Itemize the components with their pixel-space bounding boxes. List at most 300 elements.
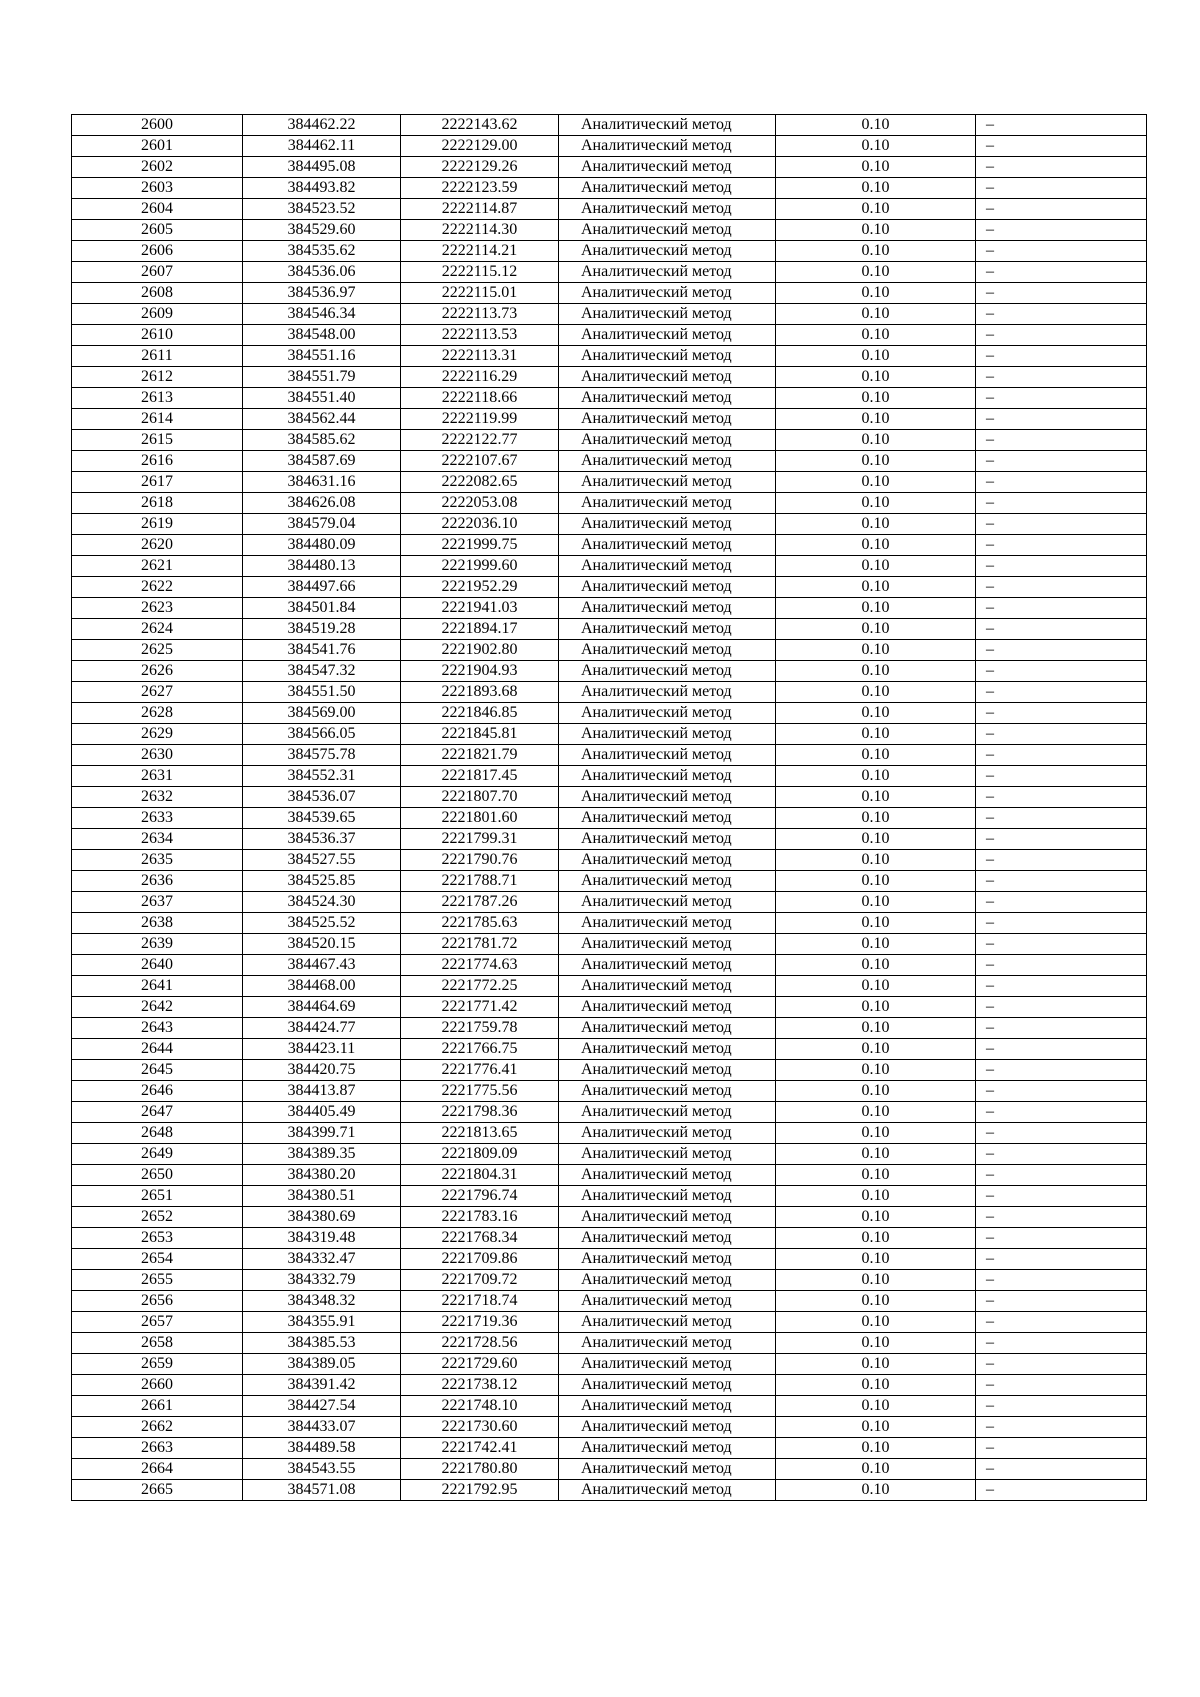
note-cell: – — [976, 703, 1147, 724]
method-cell: Аналитический метод — [559, 1312, 776, 1333]
note-cell: – — [976, 1039, 1147, 1060]
y-coordinate-cell: 2221902.80 — [401, 640, 559, 661]
y-coordinate-cell: 2221846.85 — [401, 703, 559, 724]
note-cell: – — [976, 472, 1147, 493]
x-coordinate-cell: 384348.32 — [243, 1291, 401, 1312]
x-coordinate-cell: 384480.13 — [243, 556, 401, 577]
table-row — [72, 829, 1147, 850]
note-cell: – — [976, 409, 1147, 430]
y-coordinate-cell: 2222082.65 — [401, 472, 559, 493]
point-number-cell: 2648 — [72, 1123, 243, 1144]
y-coordinate-cell: 2221780.80 — [401, 1459, 559, 1480]
method-cell: Аналитический метод — [559, 724, 776, 745]
note-cell: – — [976, 556, 1147, 577]
point-number-cell: 2615 — [72, 430, 243, 451]
table-row — [72, 913, 1147, 934]
coordinates-table-body — [72, 115, 1147, 1501]
note-cell: – — [976, 1270, 1147, 1291]
accuracy-cell: 0.10 — [776, 346, 976, 367]
note-cell: – — [976, 241, 1147, 262]
y-coordinate-cell: 2221781.72 — [401, 934, 559, 955]
accuracy-cell: 0.10 — [776, 1039, 976, 1060]
accuracy-cell: 0.10 — [776, 241, 976, 262]
method-cell: Аналитический метод — [559, 1081, 776, 1102]
x-coordinate-cell: 384547.32 — [243, 661, 401, 682]
point-number-cell: 2613 — [72, 388, 243, 409]
method-cell: Аналитический метод — [559, 913, 776, 934]
method-cell: Аналитический метод — [559, 1459, 776, 1480]
table-row — [72, 220, 1147, 241]
table-row — [72, 1228, 1147, 1249]
table-row — [72, 136, 1147, 157]
note-cell: – — [976, 346, 1147, 367]
table-row — [72, 535, 1147, 556]
y-coordinate-cell: 2221748.10 — [401, 1396, 559, 1417]
note-cell: – — [976, 1165, 1147, 1186]
accuracy-cell: 0.10 — [776, 136, 976, 157]
note-cell: – — [976, 1018, 1147, 1039]
x-coordinate-cell: 384525.52 — [243, 913, 401, 934]
x-coordinate-cell: 384543.55 — [243, 1459, 401, 1480]
point-number-cell: 2609 — [72, 304, 243, 325]
x-coordinate-cell: 384389.35 — [243, 1144, 401, 1165]
note-cell: – — [976, 262, 1147, 283]
table-row — [72, 766, 1147, 787]
table-row — [72, 1333, 1147, 1354]
x-coordinate-cell: 384536.97 — [243, 283, 401, 304]
y-coordinate-cell: 2222129.26 — [401, 157, 559, 178]
accuracy-cell: 0.10 — [776, 976, 976, 997]
x-coordinate-cell: 384529.60 — [243, 220, 401, 241]
y-coordinate-cell: 2222129.00 — [401, 136, 559, 157]
method-cell: Аналитический метод — [559, 556, 776, 577]
method-cell: Аналитический метод — [559, 241, 776, 262]
y-coordinate-cell: 2221766.75 — [401, 1039, 559, 1060]
accuracy-cell: 0.10 — [776, 1354, 976, 1375]
accuracy-cell: 0.10 — [776, 283, 976, 304]
note-cell: – — [976, 745, 1147, 766]
method-cell: Аналитический метод — [559, 136, 776, 157]
table-row — [72, 1102, 1147, 1123]
y-coordinate-cell: 2221941.03 — [401, 598, 559, 619]
method-cell: Аналитический метод — [559, 1375, 776, 1396]
method-cell: Аналитический метод — [559, 430, 776, 451]
note-cell: – — [976, 913, 1147, 934]
y-coordinate-cell: 2222122.77 — [401, 430, 559, 451]
method-cell: Аналитический метод — [559, 661, 776, 682]
table-row — [72, 178, 1147, 199]
method-cell: Аналитический метод — [559, 787, 776, 808]
note-cell: – — [976, 115, 1147, 136]
note-cell: – — [976, 451, 1147, 472]
y-coordinate-cell: 2221809.09 — [401, 1144, 559, 1165]
x-coordinate-cell: 384551.16 — [243, 346, 401, 367]
x-coordinate-cell: 384548.00 — [243, 325, 401, 346]
table-row — [72, 451, 1147, 472]
y-coordinate-cell: 2221788.71 — [401, 871, 559, 892]
method-cell: Аналитический метод — [559, 346, 776, 367]
accuracy-cell: 0.10 — [776, 514, 976, 535]
coordinates-table — [71, 114, 1147, 1501]
table-row — [72, 157, 1147, 178]
point-number-cell: 2622 — [72, 577, 243, 598]
table-row — [72, 619, 1147, 640]
x-coordinate-cell: 384462.22 — [243, 115, 401, 136]
note-cell: – — [976, 430, 1147, 451]
y-coordinate-cell: 2221709.72 — [401, 1270, 559, 1291]
note-cell: – — [976, 1396, 1147, 1417]
x-coordinate-cell: 384495.08 — [243, 157, 401, 178]
point-number-cell: 2662 — [72, 1417, 243, 1438]
x-coordinate-cell: 384380.51 — [243, 1186, 401, 1207]
y-coordinate-cell: 2221771.42 — [401, 997, 559, 1018]
accuracy-cell: 0.10 — [776, 598, 976, 619]
accuracy-cell: 0.10 — [776, 556, 976, 577]
point-number-cell: 2627 — [72, 682, 243, 703]
table-row — [72, 661, 1147, 682]
accuracy-cell: 0.10 — [776, 1312, 976, 1333]
y-coordinate-cell: 2221719.36 — [401, 1312, 559, 1333]
method-cell: Аналитический метод — [559, 220, 776, 241]
method-cell: Аналитический метод — [559, 472, 776, 493]
method-cell: Аналитический метод — [559, 598, 776, 619]
method-cell: Аналитический метод — [559, 1396, 776, 1417]
note-cell: – — [976, 1123, 1147, 1144]
method-cell: Аналитический метод — [559, 577, 776, 598]
x-coordinate-cell: 384631.16 — [243, 472, 401, 493]
method-cell: Аналитический метод — [559, 199, 776, 220]
y-coordinate-cell: 2221796.74 — [401, 1186, 559, 1207]
note-cell: – — [976, 1186, 1147, 1207]
y-coordinate-cell: 2221759.78 — [401, 1018, 559, 1039]
note-cell: – — [976, 640, 1147, 661]
x-coordinate-cell: 384389.05 — [243, 1354, 401, 1375]
x-coordinate-cell: 384462.11 — [243, 136, 401, 157]
method-cell: Аналитический метод — [559, 1186, 776, 1207]
x-coordinate-cell: 384405.49 — [243, 1102, 401, 1123]
accuracy-cell: 0.10 — [776, 1144, 976, 1165]
y-coordinate-cell: 2221738.12 — [401, 1375, 559, 1396]
accuracy-cell: 0.10 — [776, 871, 976, 892]
point-number-cell: 2637 — [72, 892, 243, 913]
method-cell: Аналитический метод — [559, 157, 776, 178]
accuracy-cell: 0.10 — [776, 1123, 976, 1144]
point-number-cell: 2657 — [72, 1312, 243, 1333]
x-coordinate-cell: 384626.08 — [243, 493, 401, 514]
note-cell: – — [976, 367, 1147, 388]
accuracy-cell: 0.10 — [776, 178, 976, 199]
method-cell: Аналитический метод — [559, 619, 776, 640]
x-coordinate-cell: 384464.69 — [243, 997, 401, 1018]
accuracy-cell: 0.10 — [776, 304, 976, 325]
method-cell: Аналитический метод — [559, 976, 776, 997]
table-row — [72, 1249, 1147, 1270]
accuracy-cell: 0.10 — [776, 1081, 976, 1102]
note-cell: – — [976, 1249, 1147, 1270]
point-number-cell: 2620 — [72, 535, 243, 556]
table-row — [72, 1459, 1147, 1480]
method-cell: Аналитический метод — [559, 850, 776, 871]
point-number-cell: 2661 — [72, 1396, 243, 1417]
table-row — [72, 409, 1147, 430]
table-row — [72, 1039, 1147, 1060]
point-number-cell: 2663 — [72, 1438, 243, 1459]
y-coordinate-cell: 2222116.29 — [401, 367, 559, 388]
point-number-cell: 2610 — [72, 325, 243, 346]
method-cell: Аналитический метод — [559, 304, 776, 325]
note-cell: – — [976, 199, 1147, 220]
note-cell: – — [976, 1375, 1147, 1396]
accuracy-cell: 0.10 — [776, 1165, 976, 1186]
x-coordinate-cell: 384493.82 — [243, 178, 401, 199]
x-coordinate-cell: 384552.31 — [243, 766, 401, 787]
point-number-cell: 2660 — [72, 1375, 243, 1396]
note-cell: – — [976, 1333, 1147, 1354]
point-number-cell: 2626 — [72, 661, 243, 682]
method-cell: Аналитический метод — [559, 703, 776, 724]
y-coordinate-cell: 2221709.86 — [401, 1249, 559, 1270]
x-coordinate-cell: 384391.42 — [243, 1375, 401, 1396]
accuracy-cell: 0.10 — [776, 745, 976, 766]
x-coordinate-cell: 384519.28 — [243, 619, 401, 640]
x-coordinate-cell: 384539.65 — [243, 808, 401, 829]
note-cell: – — [976, 1102, 1147, 1123]
accuracy-cell: 0.10 — [776, 787, 976, 808]
y-coordinate-cell: 2222118.66 — [401, 388, 559, 409]
method-cell: Аналитический метод — [559, 367, 776, 388]
point-number-cell: 2664 — [72, 1459, 243, 1480]
table-row — [72, 997, 1147, 1018]
y-coordinate-cell: 2221783.16 — [401, 1207, 559, 1228]
accuracy-cell: 0.10 — [776, 1060, 976, 1081]
accuracy-cell: 0.10 — [776, 1459, 976, 1480]
x-coordinate-cell: 384433.07 — [243, 1417, 401, 1438]
point-number-cell: 2602 — [72, 157, 243, 178]
note-cell: – — [976, 1459, 1147, 1480]
x-coordinate-cell: 384399.71 — [243, 1123, 401, 1144]
table-row — [72, 1480, 1147, 1501]
point-number-cell: 2643 — [72, 1018, 243, 1039]
point-number-cell: 2617 — [72, 472, 243, 493]
x-coordinate-cell: 384385.53 — [243, 1333, 401, 1354]
x-coordinate-cell: 384527.55 — [243, 850, 401, 871]
point-number-cell: 2601 — [72, 136, 243, 157]
accuracy-cell: 0.10 — [776, 1291, 976, 1312]
method-cell: Аналитический метод — [559, 451, 776, 472]
table-row — [72, 430, 1147, 451]
table-row — [72, 850, 1147, 871]
method-cell: Аналитический метод — [559, 178, 776, 199]
accuracy-cell: 0.10 — [776, 829, 976, 850]
method-cell: Аналитический метод — [559, 808, 776, 829]
x-coordinate-cell: 384332.79 — [243, 1270, 401, 1291]
y-coordinate-cell: 2222114.21 — [401, 241, 559, 262]
y-coordinate-cell: 2222113.31 — [401, 346, 559, 367]
note-cell: – — [976, 787, 1147, 808]
x-coordinate-cell: 384489.58 — [243, 1438, 401, 1459]
point-number-cell: 2612 — [72, 367, 243, 388]
accuracy-cell: 0.10 — [776, 472, 976, 493]
table-row — [72, 682, 1147, 703]
accuracy-cell: 0.10 — [776, 1102, 976, 1123]
point-number-cell: 2605 — [72, 220, 243, 241]
point-number-cell: 2621 — [72, 556, 243, 577]
x-coordinate-cell: 384551.40 — [243, 388, 401, 409]
x-coordinate-cell: 384427.54 — [243, 1396, 401, 1417]
table-row — [72, 199, 1147, 220]
method-cell: Аналитический метод — [559, 766, 776, 787]
table-row — [72, 367, 1147, 388]
y-coordinate-cell: 2222114.87 — [401, 199, 559, 220]
method-cell: Аналитический метод — [559, 1207, 776, 1228]
x-coordinate-cell: 384467.43 — [243, 955, 401, 976]
y-coordinate-cell: 2222115.12 — [401, 262, 559, 283]
x-coordinate-cell: 384579.04 — [243, 514, 401, 535]
point-number-cell: 2659 — [72, 1354, 243, 1375]
y-coordinate-cell: 2221845.81 — [401, 724, 559, 745]
y-coordinate-cell: 2221894.17 — [401, 619, 559, 640]
point-number-cell: 2656 — [72, 1291, 243, 1312]
accuracy-cell: 0.10 — [776, 262, 976, 283]
y-coordinate-cell: 2221785.63 — [401, 913, 559, 934]
point-number-cell: 2638 — [72, 913, 243, 934]
method-cell: Аналитический метод — [559, 283, 776, 304]
accuracy-cell: 0.10 — [776, 703, 976, 724]
table-row — [72, 1165, 1147, 1186]
point-number-cell: 2634 — [72, 829, 243, 850]
note-cell: – — [976, 850, 1147, 871]
point-number-cell: 2636 — [72, 871, 243, 892]
method-cell: Аналитический метод — [559, 997, 776, 1018]
note-cell: – — [976, 1438, 1147, 1459]
table-row — [72, 388, 1147, 409]
note-cell: – — [976, 1480, 1147, 1501]
method-cell: Аналитический метод — [559, 1333, 776, 1354]
accuracy-cell: 0.10 — [776, 577, 976, 598]
table-row — [72, 577, 1147, 598]
table-row — [72, 640, 1147, 661]
x-coordinate-cell: 384501.84 — [243, 598, 401, 619]
table-row — [72, 493, 1147, 514]
note-cell: – — [976, 178, 1147, 199]
method-cell: Аналитический метод — [559, 1039, 776, 1060]
note-cell: – — [976, 283, 1147, 304]
table-row — [72, 304, 1147, 325]
accuracy-cell: 0.10 — [776, 913, 976, 934]
y-coordinate-cell: 2221999.75 — [401, 535, 559, 556]
note-cell: – — [976, 724, 1147, 745]
y-coordinate-cell: 2221999.60 — [401, 556, 559, 577]
method-cell: Аналитический метод — [559, 1438, 776, 1459]
note-cell: – — [976, 619, 1147, 640]
y-coordinate-cell: 2221774.63 — [401, 955, 559, 976]
note-cell: – — [976, 997, 1147, 1018]
point-number-cell: 2665 — [72, 1480, 243, 1501]
accuracy-cell: 0.10 — [776, 808, 976, 829]
accuracy-cell: 0.10 — [776, 1333, 976, 1354]
method-cell: Аналитический метод — [559, 1102, 776, 1123]
y-coordinate-cell: 2221775.56 — [401, 1081, 559, 1102]
point-number-cell: 2639 — [72, 934, 243, 955]
table-row — [72, 241, 1147, 262]
accuracy-cell: 0.10 — [776, 493, 976, 514]
method-cell: Аналитический метод — [559, 892, 776, 913]
y-coordinate-cell: 2221799.31 — [401, 829, 559, 850]
y-coordinate-cell: 2222143.62 — [401, 115, 559, 136]
accuracy-cell: 0.10 — [776, 1249, 976, 1270]
method-cell: Аналитический метод — [559, 745, 776, 766]
x-coordinate-cell: 384424.77 — [243, 1018, 401, 1039]
point-number-cell: 2608 — [72, 283, 243, 304]
note-cell: – — [976, 955, 1147, 976]
point-number-cell: 2630 — [72, 745, 243, 766]
point-number-cell: 2632 — [72, 787, 243, 808]
accuracy-cell: 0.10 — [776, 535, 976, 556]
x-coordinate-cell: 384536.07 — [243, 787, 401, 808]
x-coordinate-cell: 384575.78 — [243, 745, 401, 766]
accuracy-cell: 0.10 — [776, 892, 976, 913]
method-cell: Аналитический метод — [559, 1354, 776, 1375]
table-row — [72, 472, 1147, 493]
accuracy-cell: 0.10 — [776, 409, 976, 430]
table-row — [72, 787, 1147, 808]
point-number-cell: 2619 — [72, 514, 243, 535]
point-number-cell: 2618 — [72, 493, 243, 514]
note-cell: – — [976, 682, 1147, 703]
table-row — [72, 1144, 1147, 1165]
accuracy-cell: 0.10 — [776, 619, 976, 640]
y-coordinate-cell: 2222114.30 — [401, 220, 559, 241]
table-row — [72, 1438, 1147, 1459]
x-coordinate-cell: 384380.69 — [243, 1207, 401, 1228]
method-cell: Аналитический метод — [559, 640, 776, 661]
accuracy-cell: 0.10 — [776, 640, 976, 661]
note-cell: – — [976, 535, 1147, 556]
note-cell: – — [976, 598, 1147, 619]
x-coordinate-cell: 384535.62 — [243, 241, 401, 262]
note-cell: – — [976, 1354, 1147, 1375]
table-row — [72, 556, 1147, 577]
x-coordinate-cell: 384319.48 — [243, 1228, 401, 1249]
accuracy-cell: 0.10 — [776, 325, 976, 346]
table-row — [72, 1417, 1147, 1438]
method-cell: Аналитический метод — [559, 1228, 776, 1249]
note-cell: – — [976, 808, 1147, 829]
accuracy-cell: 0.10 — [776, 1375, 976, 1396]
y-coordinate-cell: 2222113.53 — [401, 325, 559, 346]
x-coordinate-cell: 384413.87 — [243, 1081, 401, 1102]
method-cell: Аналитический метод — [559, 871, 776, 892]
y-coordinate-cell: 2221792.95 — [401, 1480, 559, 1501]
x-coordinate-cell: 384523.52 — [243, 199, 401, 220]
table-row — [72, 724, 1147, 745]
table-row — [72, 745, 1147, 766]
method-cell: Аналитический метод — [559, 829, 776, 850]
y-coordinate-cell: 2221742.41 — [401, 1438, 559, 1459]
accuracy-cell: 0.10 — [776, 661, 976, 682]
accuracy-cell: 0.10 — [776, 451, 976, 472]
table-row — [72, 262, 1147, 283]
method-cell: Аналитический метод — [559, 1417, 776, 1438]
table-row — [72, 325, 1147, 346]
y-coordinate-cell: 2221729.60 — [401, 1354, 559, 1375]
note-cell: – — [976, 1291, 1147, 1312]
table-row — [72, 514, 1147, 535]
point-number-cell: 2649 — [72, 1144, 243, 1165]
note-cell: – — [976, 304, 1147, 325]
point-number-cell: 2604 — [72, 199, 243, 220]
note-cell: – — [976, 1312, 1147, 1333]
